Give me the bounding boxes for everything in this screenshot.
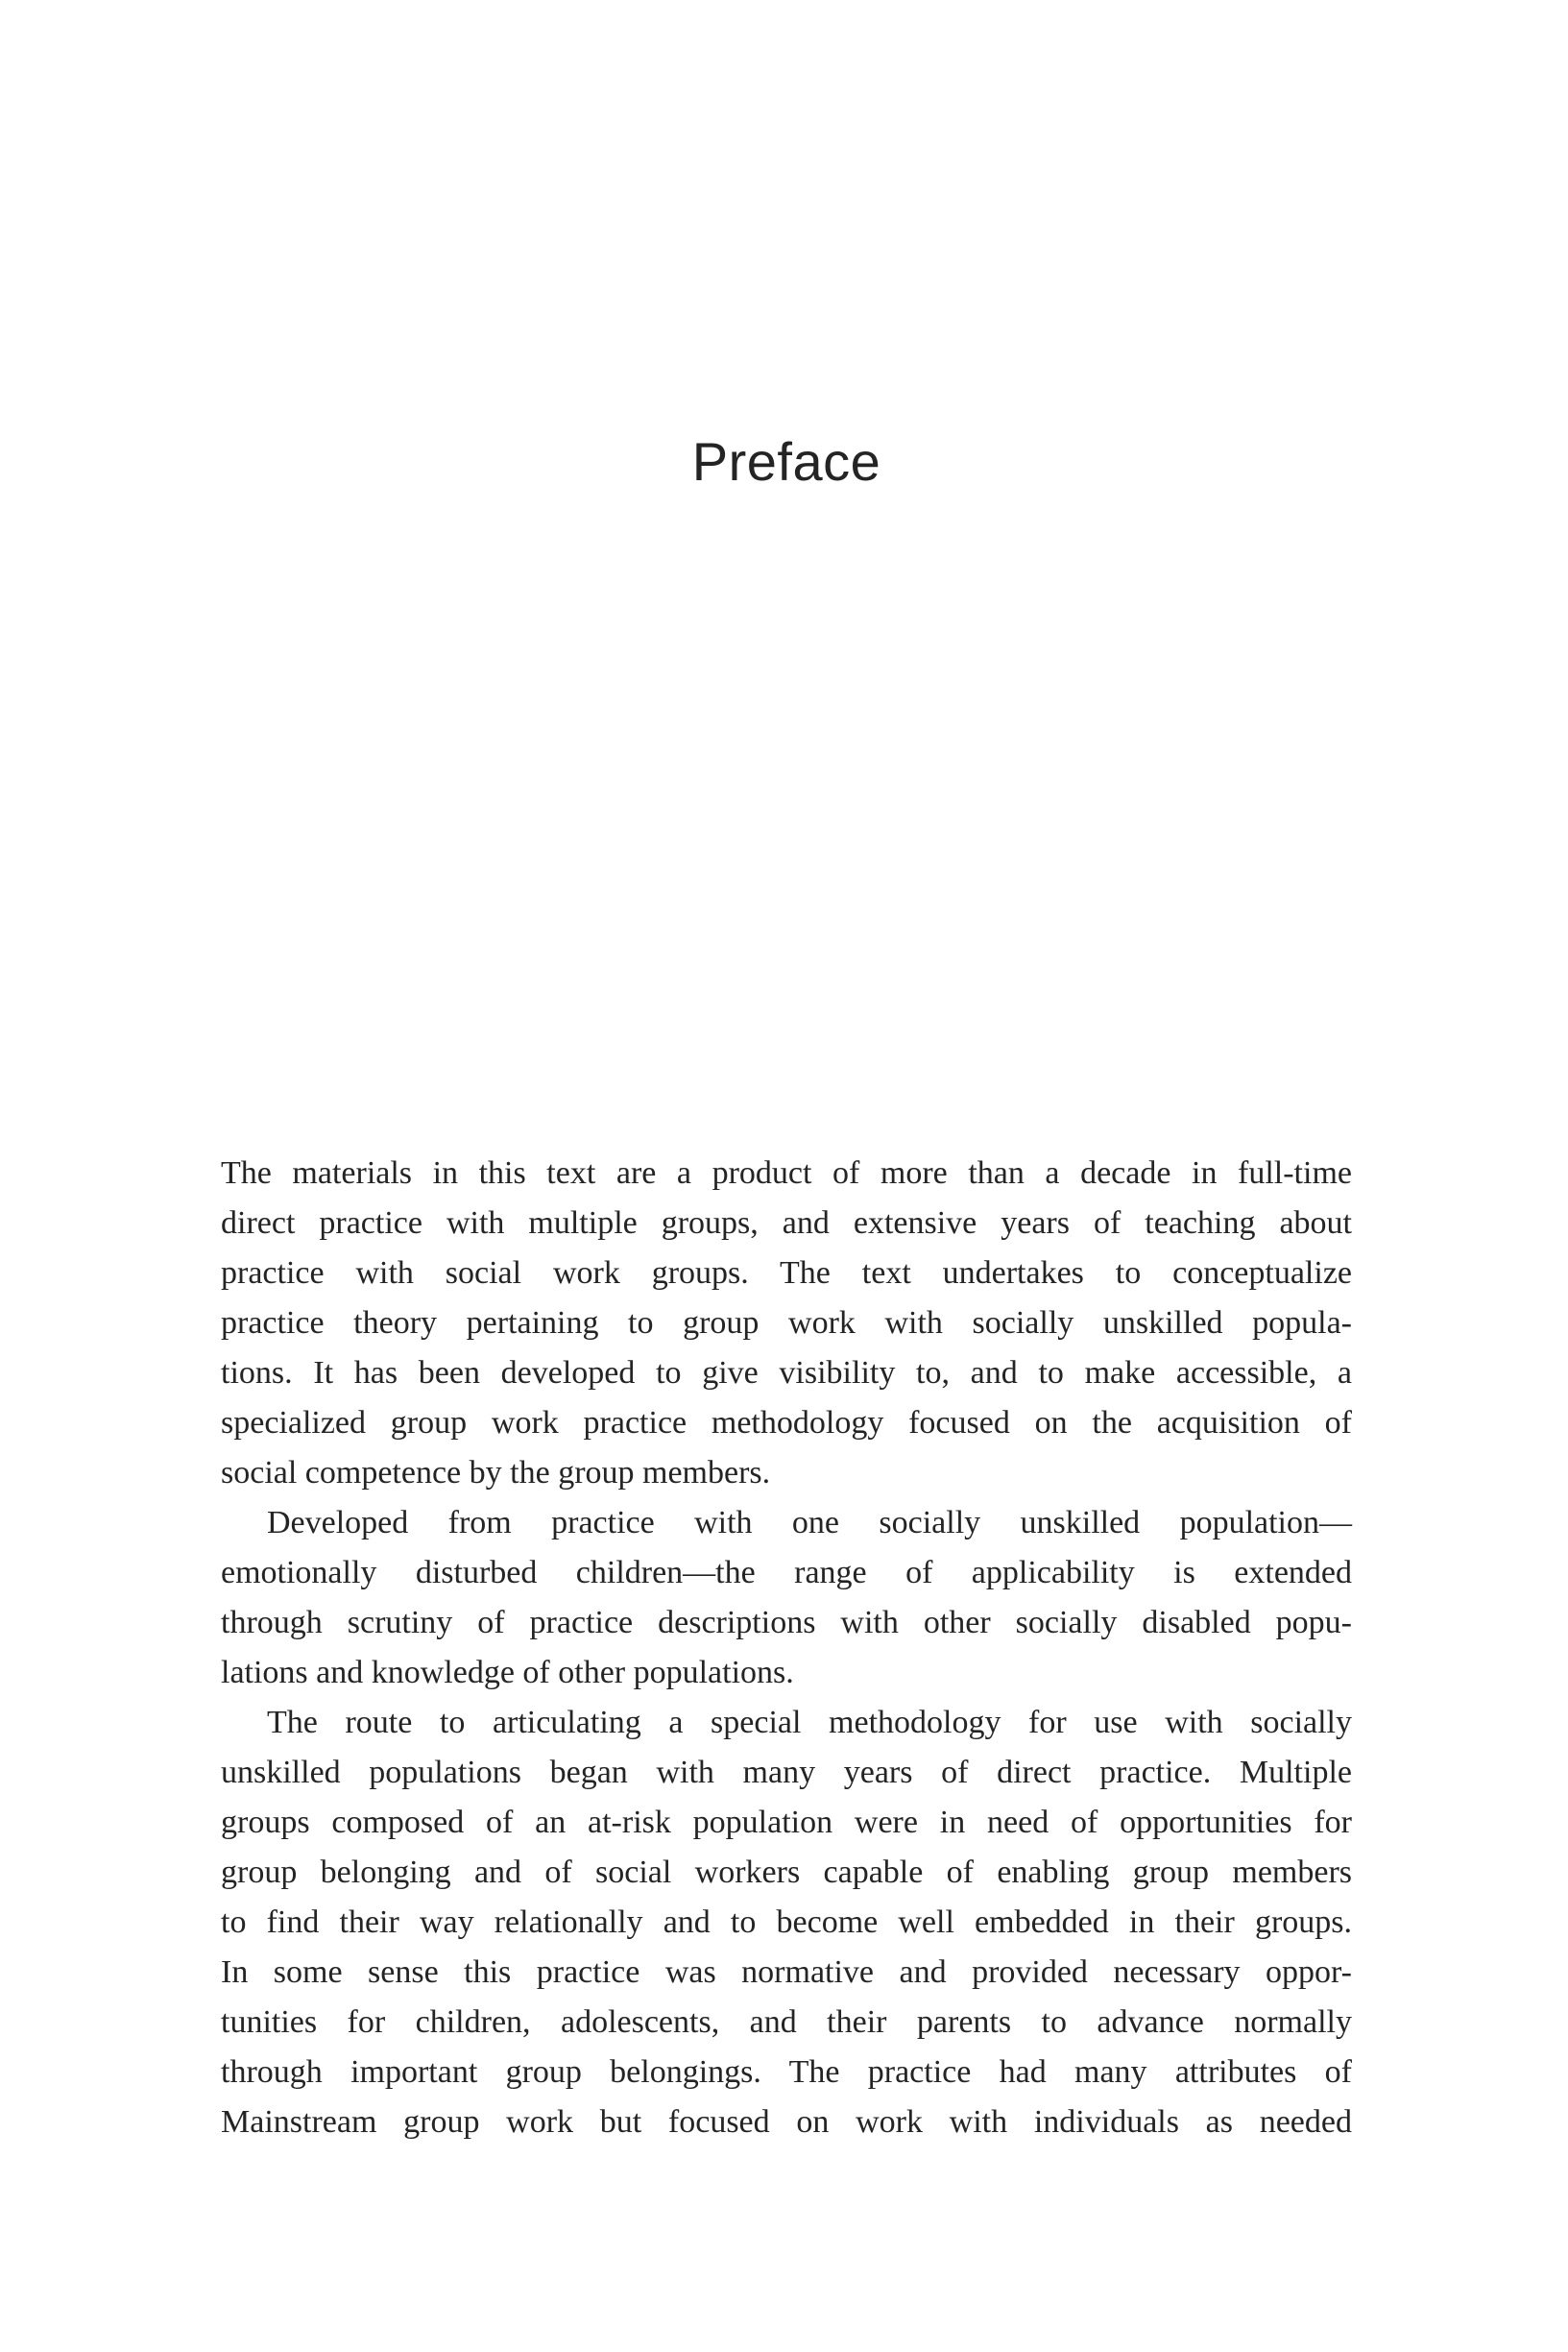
text-line: specialized group work practice methodology focused on the acquisition of (221, 1405, 1352, 1441)
text-line: In some sense this practice was normative and provided necessary oppor- (221, 1954, 1352, 1990)
text-line: Mainstream group work but focused on work with individuals as needed (221, 2104, 1352, 2140)
text-line: through scrutiny of practice descriptions with other socially disabled popu- (221, 1605, 1352, 1640)
text-line: emotionally disturbed children—the range of applicability is extended (221, 1555, 1352, 1590)
text-line: social competence by the group members. (221, 1455, 771, 1491)
text-line: groups composed of an at-risk population were in need of opportunities for (221, 1805, 1352, 1840)
text-line: practice theory pertaining to group work with socially unskilled popula- (221, 1305, 1352, 1341)
text-line: lations and knowledge of other populations. (221, 1655, 794, 1690)
text-line: tunities for children, adolescents, and their parents to advance normally (221, 2004, 1352, 2040)
paragraph (221, 1149, 1352, 1498)
text-line: practice with social work groups. The text undertakes to conceptualize (221, 1255, 1352, 1291)
paragraph (221, 1698, 1352, 2147)
text-line: The materials in this text are a product of more than a decade in full-time (221, 1155, 1352, 1191)
text-line: unskilled populations began with many years of direct practice. Multiple (221, 1755, 1352, 1790)
text-line: Developed from practice with one socially unskilled population— (267, 1505, 1352, 1540)
text-line: The route to articulating a special methodology for use with socially (267, 1705, 1352, 1740)
text-line: group belonging and of social workers capable of enabling group members (221, 1855, 1352, 1890)
paragraph (221, 1498, 1352, 1698)
text-line: direct practice with multiple groups, and extensive years of teaching about (221, 1205, 1352, 1241)
text-line: to find their way relationally and to become well embedded in their groups. (221, 1904, 1352, 1940)
page-title: Preface (691, 431, 881, 492)
text-line: tions. It has been developed to give visibility to, and to make accessible, a (221, 1355, 1352, 1391)
text-line: through important group belongings. The practice had many attributes of (221, 2054, 1352, 2090)
body-text (221, 1149, 1352, 2147)
